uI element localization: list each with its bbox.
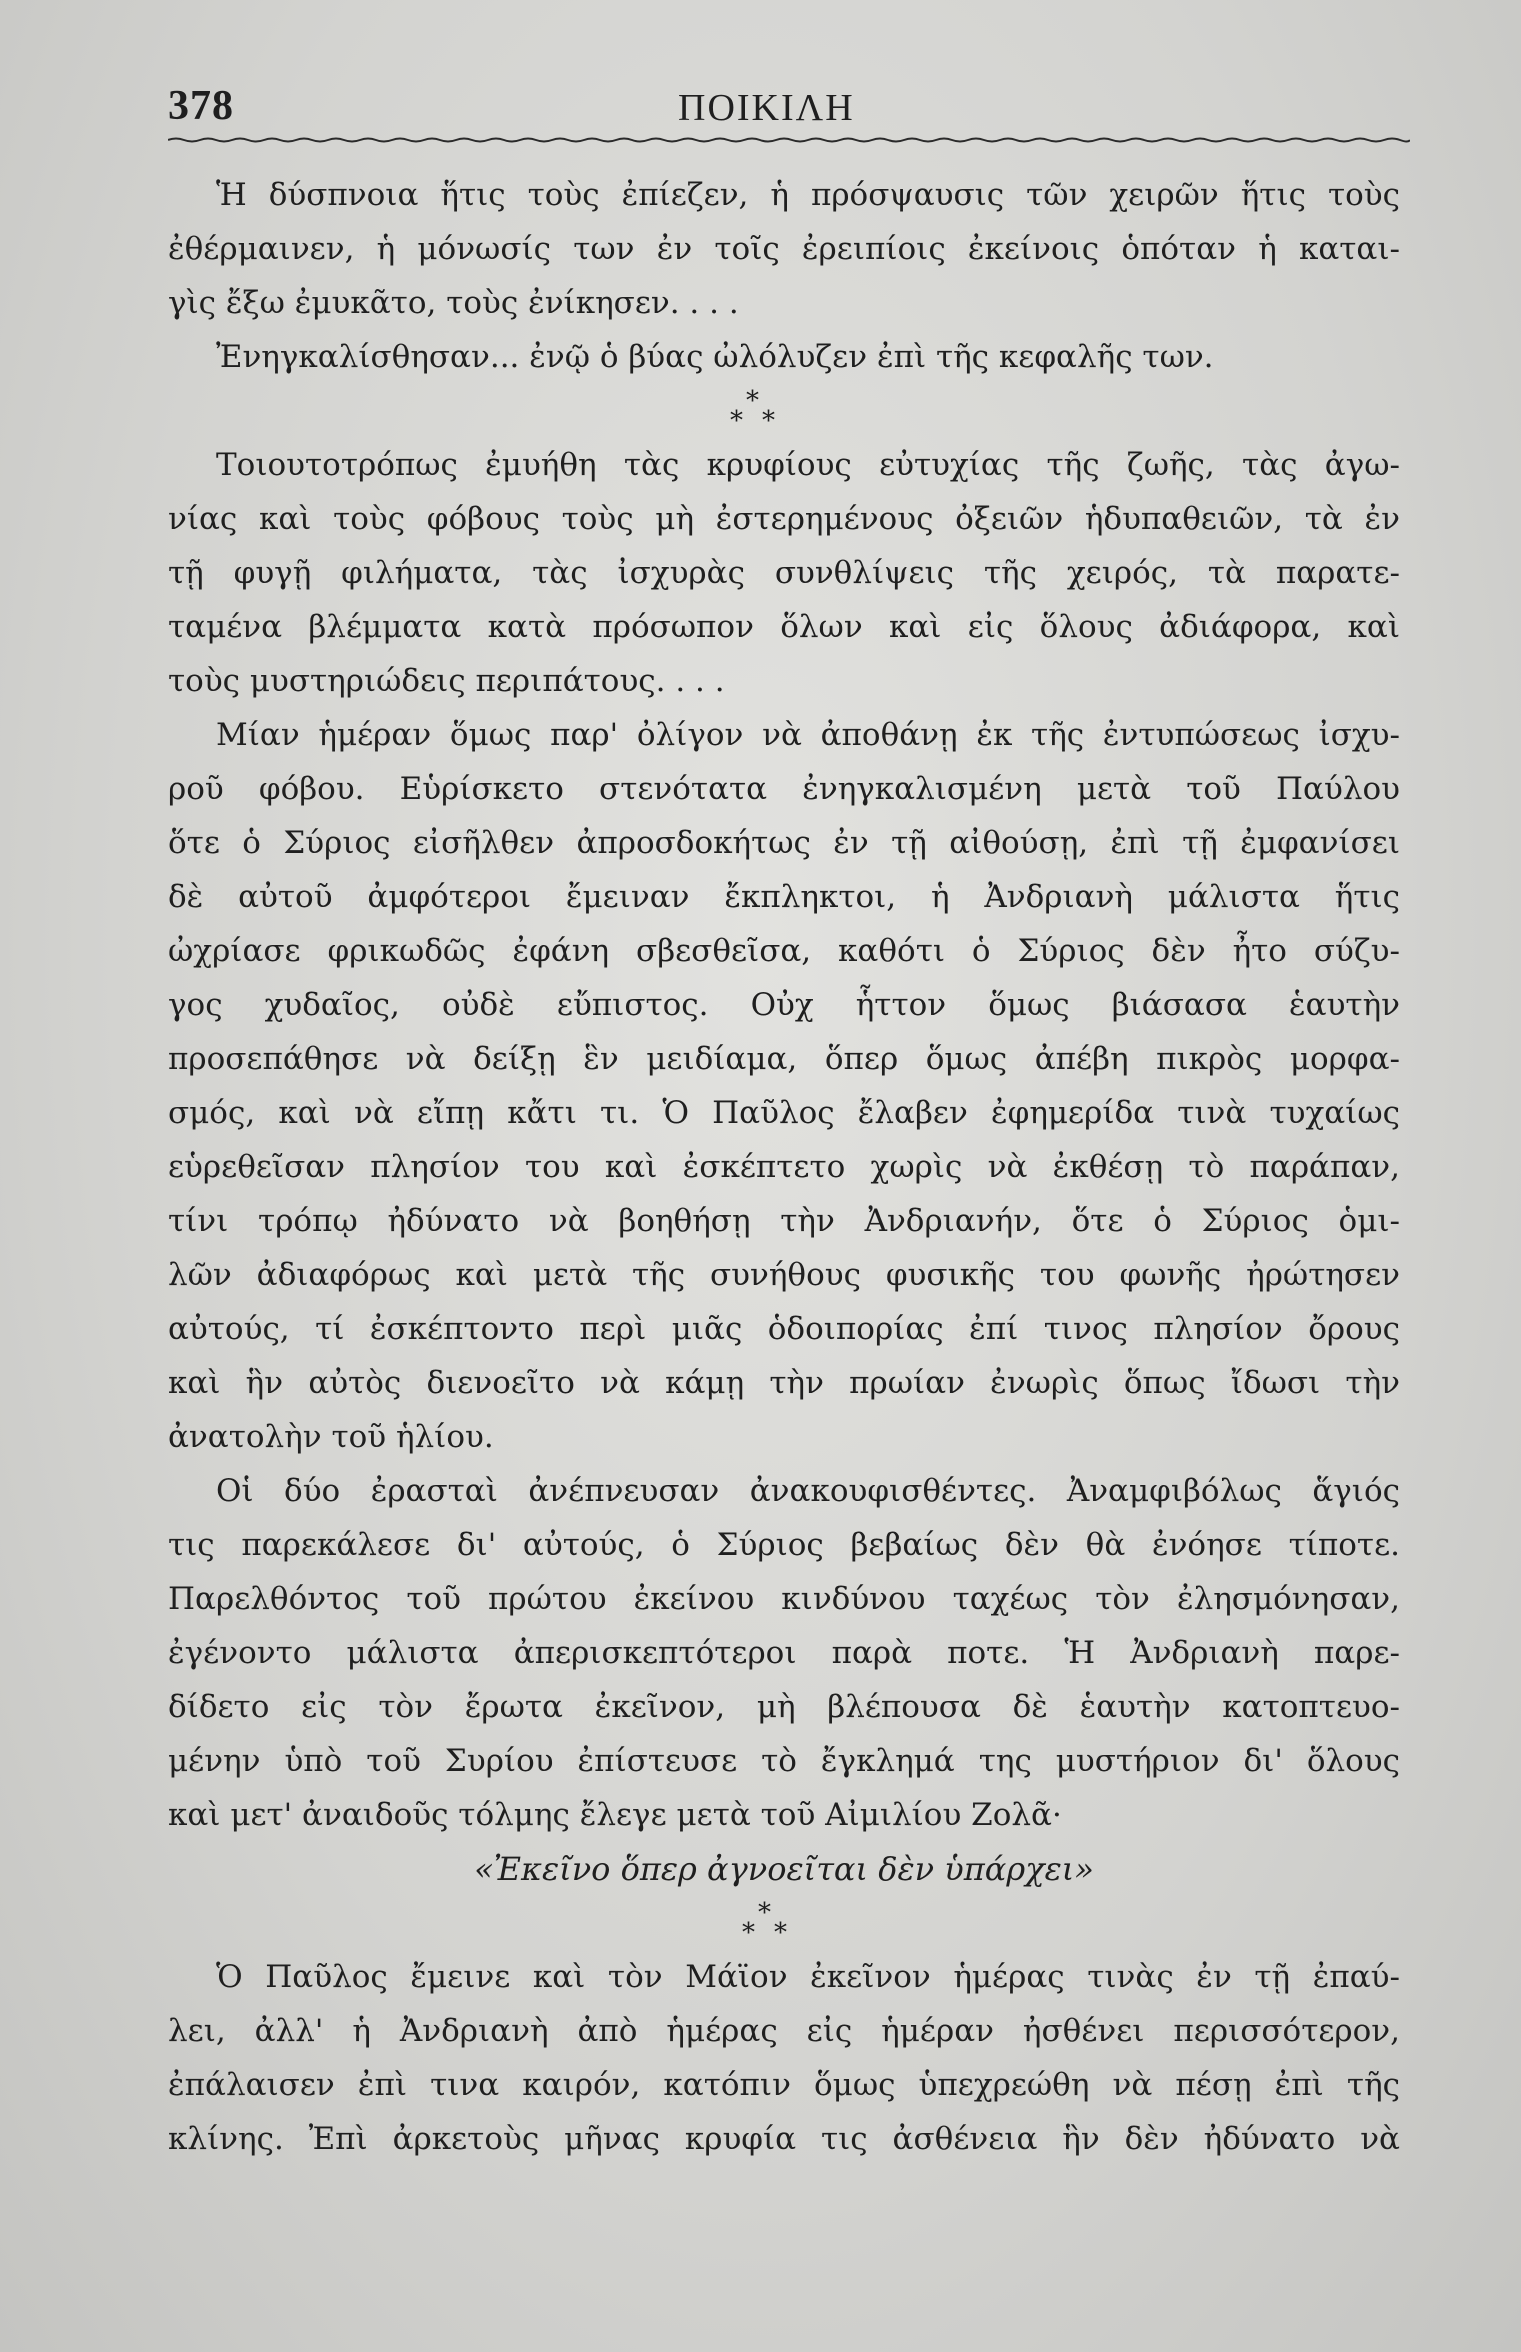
text-line: προσεπάθησε νὰ δείξῃ ἓν μειδίαμα, ὅπερ ὅμως ἀπέβη πικρὸς μορφα- <box>168 1041 1400 1077</box>
quote-line: «Ἐκεῖνο ὅπερ ἀγνοεῖται δὲν ὑπάρχει» <box>474 1850 1094 1888</box>
text-line: σμός, καὶ νὰ εἴπῃ κἄτι τι. Ὁ Παῦλος ἔλαβεν ἐφημερίδα τινὰ τυχαίως <box>168 1095 1400 1131</box>
text-line: καὶ μετ' ἀναιδοῦς τόλμης ἔλεγε μετὰ τοῦ Αἰμιλίου Ζολᾶ· <box>168 1797 1062 1833</box>
text-line: ὠχρίασε φρικωδῶς ἐφάνη σβεσθεῖσα, καθότι ὁ Σύριος δὲν ἦτο σύζυ- <box>168 933 1400 969</box>
asterisk: * <box>730 406 743 436</box>
asterisk: * <box>758 1898 771 1928</box>
text-line: κλίνης. Ἐπὶ ἀρκετοὺς μῆνας κρυφία τις ἀσθένεια ἣν δὲν ἠδύνατο νὰ <box>168 2121 1400 2157</box>
text-line: τις παρεκάλεσε δι' αὐτούς, ὁ Σύριος βεβαίως δὲν θὰ ἐνόησε τίποτε. <box>168 1527 1400 1563</box>
page-body <box>168 168 1400 2166</box>
section-break-asterism <box>168 1896 1400 1950</box>
text-line: τίνι τρόπῳ ἠδύνατο νὰ βοηθήσῃ τὴν Ἀνδριανήν, ὅτε ὁ Σύριος ὁμι- <box>168 1203 1400 1239</box>
text-line: τοὺς μυστηριώδεις περιπάτους. . . . <box>168 663 725 699</box>
text-line: Τοιουτοτρόπως ἐμυήθη τὰς κρυφίους εὐτυχίας τῆς ζωῆς, τὰς ἀγω- <box>216 447 1400 483</box>
text-line: ὅτε ὁ Σύριος εἰσῆλθεν ἀπροσδοκήτως ἐν τῇ αἰθούσῃ, ἐπὶ τῇ ἐμφανίσει <box>168 825 1400 861</box>
text-line: Ἡ δύσπνοια ἥτις τοὺς ἐπίεζεν, ἡ πρόσψαυσις τῶν χειρῶν ἥτις τοὺς <box>216 177 1400 213</box>
text-line: γος χυδαῖος, οὐδὲ εὔπιστος. Οὐχ ἧττον ὅμως βιάσασα ἑαυτὴν <box>168 987 1400 1023</box>
asterisk: * <box>762 406 775 436</box>
text-line: ροῦ φόβου. Εὑρίσκετο στενότατα ἐνηγκαλισμένη μετὰ τοῦ Παύλου <box>168 771 1400 807</box>
text-line: γὶς ἔξω ἐμυκᾶτο, τοὺς ἐνίκησεν. . . . <box>168 285 739 321</box>
asterisk: * <box>746 386 759 416</box>
page-header <box>168 82 1408 138</box>
text-line: ταμένα βλέμματα κατὰ πρόσωπον ὅλων καὶ εἰς ὅλους ἀδιάφορα, καὶ <box>168 609 1400 645</box>
text-line: Μίαν ἡμέραν ὅμως παρ' ὀλίγον νὰ ἀποθάνῃ ἐκ τῆς ἐντυπώσεως ἰσχυ- <box>216 717 1400 753</box>
asterisk: * <box>742 1918 755 1948</box>
text-line: καὶ ἣν αὐτὸς διενοεῖτο νὰ κάμῃ τὴν πρωίαν ἐνωρὶς ὅπως ἴδωσι τὴν <box>168 1365 1400 1401</box>
text-line: Οἱ δύο ἐρασταὶ ἀνέπνευσαν ἀνακουφισθέντες. Ἀναμφιβόλως ἅγιός <box>216 1473 1400 1509</box>
text-line: μένην ὑπὸ τοῦ Συρίου ἐπίστευσε τὸ ἔγκλημά της μυστήριον δι' ὅλους <box>168 1743 1400 1779</box>
text-line: δὲ αὐτοῦ ἀμφότεροι ἔμειναν ἔκπληκτοι, ἡ Ἀνδριανὴ μάλιστα ἥτις <box>168 879 1400 915</box>
text-line: ἐθέρμαινεν, ἡ μόνωσίς των ἐν τοῖς ἐρειπίοις ἐκείνοις ὁπόταν ἡ καται- <box>168 231 1400 267</box>
text-line: ἀνατολὴν τοῦ ἡλίου. <box>168 1419 494 1455</box>
text-line: λει, ἀλλ' ἡ Ἀνδριανὴ ἀπὸ ἡμέρας εἰς ἡμέραν ἠσθένει περισσότερον, <box>168 2013 1400 2049</box>
header-rule <box>168 136 1410 146</box>
text-line: εὑρεθεῖσαν πλησίον του καὶ ἐσκέπτετο χωρὶς νὰ ἐκθέσῃ τὸ παράπαν, <box>168 1149 1400 1185</box>
asterisk: * <box>774 1918 787 1948</box>
text-line: δίδετο εἰς τὸν ἔρωτα ἐκεῖνον, μὴ βλέπουσα δὲ ἑαυτὴν κατοπτευο- <box>168 1689 1400 1725</box>
text-line: αὐτούς, τί ἐσκέπτοντο περὶ μιᾶς ὁδοιπορίας ἐπί τινος πλησίον ὄρους <box>168 1311 1400 1347</box>
text-line: ἐπάλαισεν ἐπὶ τινα καιρόν, κατόπιν ὅμως ὑπεχρεώθη νὰ πέσῃ ἐπὶ τῆς <box>168 2067 1400 2103</box>
text-line: Παρελθόντος τοῦ πρώτου ἐκείνου κινδύνου ταχέως τὸν ἐλησμόνησαν, <box>168 1581 1400 1617</box>
text-line: τῇ φυγῇ φιλήματα, τὰς ἰσχυρὰς συνθλίψεις τῆς χειρός, τὰ παρατε- <box>168 555 1400 591</box>
section-break-asterism <box>168 384 1400 438</box>
text-line: νίας καὶ τοὺς φόβους τοὺς μὴ ἐστερημένους ὀξειῶν ἡδυπαθειῶν, τὰ ἐν <box>168 501 1400 537</box>
text-line: Ἐνηγκαλίσθησαν... ἐνῷ ὁ βύας ὠλόλυζεν ἐπὶ τῆς κεφαλῆς των. <box>216 339 1214 375</box>
running-title: ΠΟΙΚΙΛΗ <box>678 87 855 129</box>
text-line: Ὁ Παῦλος ἔμεινε καὶ τὸν Μάϊον ἐκεῖνον ἡμέρας τινὰς ἐν τῇ ἐπαύ- <box>216 1959 1400 1995</box>
text-line: ἐγένοντο μάλιστα ἀπερισκεπτότεροι παρὰ ποτε. Ἡ Ἀνδριανὴ παρε- <box>168 1635 1400 1671</box>
page-number: 378 <box>168 83 234 129</box>
text-line: λῶν ἀδιαφόρως καὶ μετὰ τῆς συνήθους φυσικῆς του φωνῆς ἠρώτησεν <box>168 1257 1400 1293</box>
